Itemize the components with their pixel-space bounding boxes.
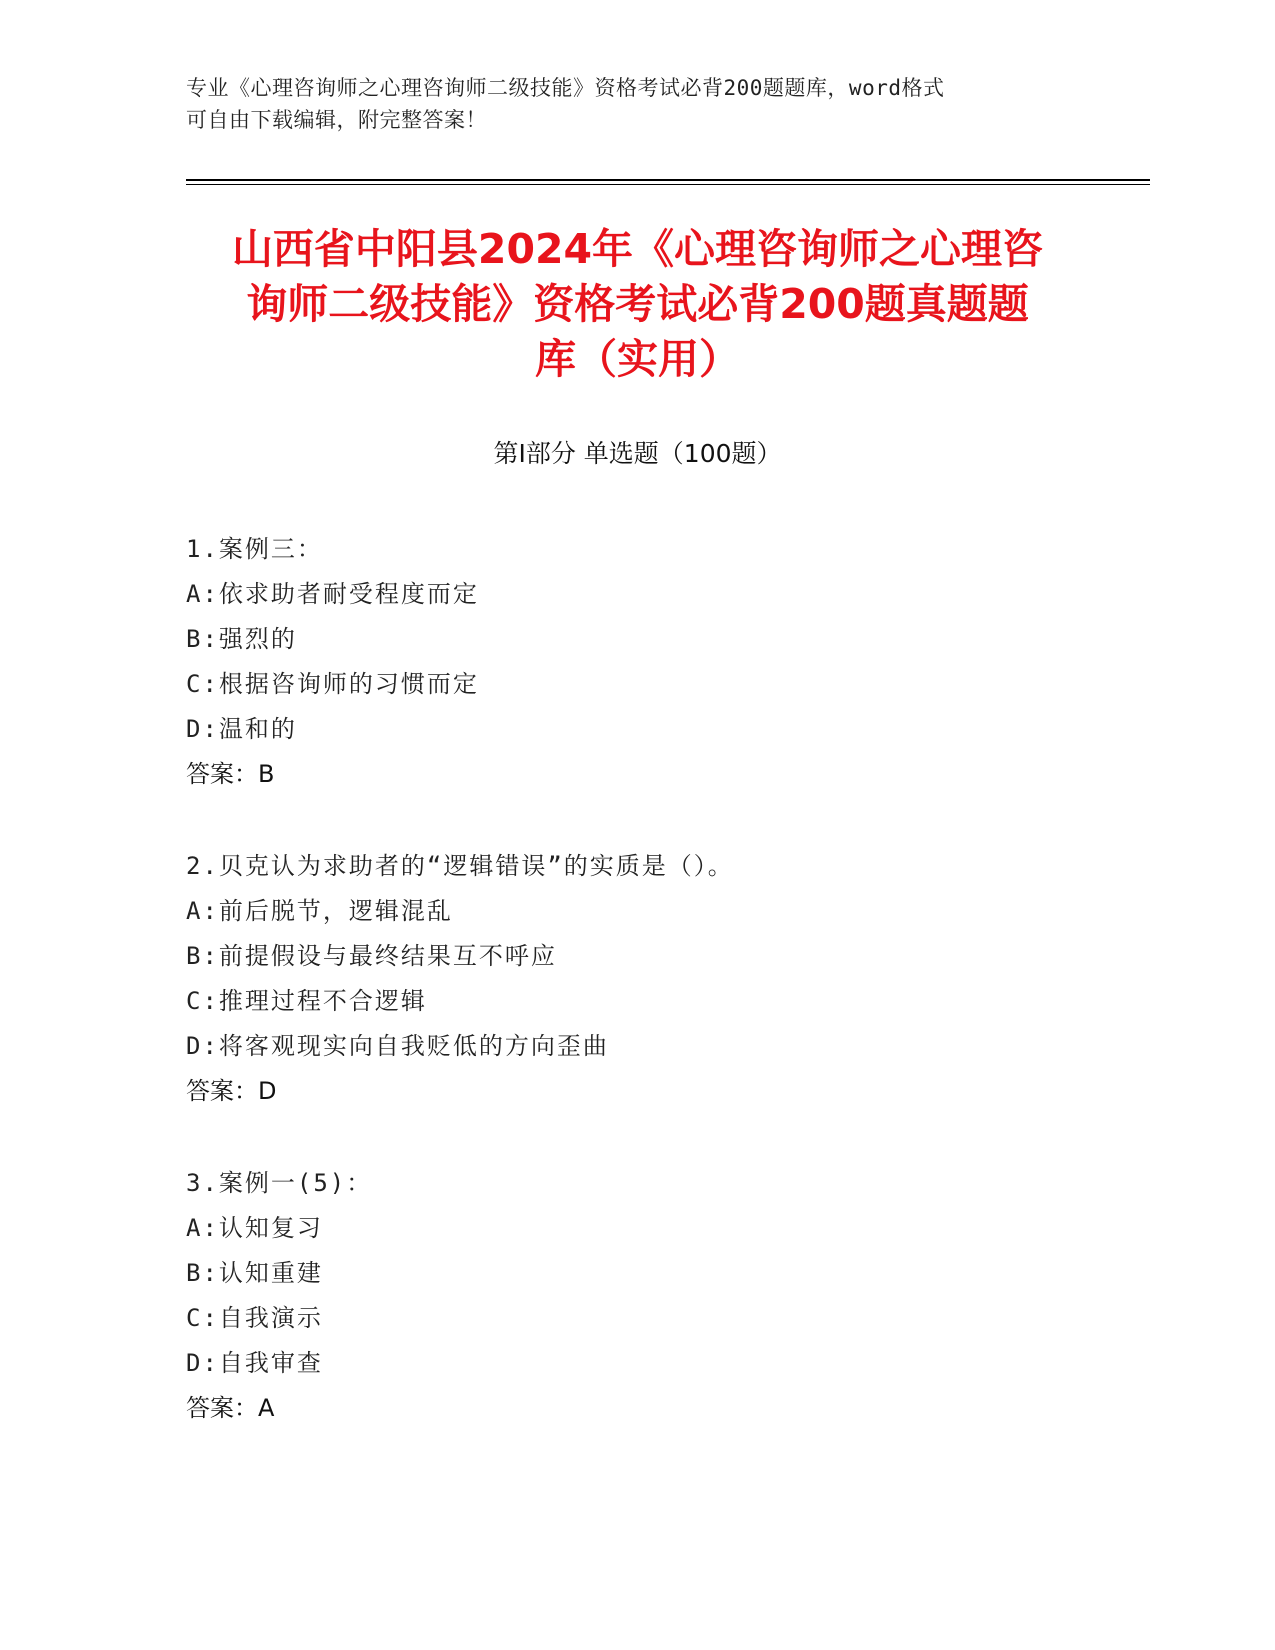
option-b: B:认知重建 xyxy=(186,1259,323,1287)
question-stem: 3.案例一(5)： xyxy=(186,1169,373,1197)
option-c: C:根据咨询师的习惯而定 xyxy=(186,670,479,698)
option-b: B:强烈的 xyxy=(186,625,297,653)
option-c: C:推理过程不合逻辑 xyxy=(186,987,427,1015)
option-c: C:自我演示 xyxy=(186,1304,323,1332)
option-d: D:将客观现实向自我贬低的方向歪曲 xyxy=(186,1032,609,1060)
question-item xyxy=(186,844,1146,1114)
document-title-line-2: 询师二级技能》资格考试必背200题真题题 xyxy=(246,280,1029,328)
option-a: A:认知复习 xyxy=(186,1214,323,1242)
answer-line: 答案：B xyxy=(186,760,275,788)
answer-line: 答案：D xyxy=(186,1077,277,1105)
question-item xyxy=(186,1161,1146,1431)
header-divider-thin xyxy=(186,184,1150,185)
header-note-line-2: 可自由下载编辑，附完整答案！ xyxy=(186,108,487,132)
document-title-line-1: 山西省中阳县2024年《心理咨询师之心理咨 xyxy=(231,225,1044,273)
header-note xyxy=(186,72,1086,136)
option-b: B:前提假设与最终结果互不呼应 xyxy=(186,942,557,970)
option-d: D:自我审查 xyxy=(186,1349,323,1377)
option-a: A:依求助者耐受程度而定 xyxy=(186,580,479,608)
document-title xyxy=(170,222,1105,387)
header-note-line-1: 专业《心理咨询师之心理咨询师二级技能》资格考试必背200题题库，word格式 xyxy=(186,76,945,100)
document-title-line-3: 库（实用） xyxy=(535,335,740,383)
question-list xyxy=(186,527,1146,1478)
option-d: D:温和的 xyxy=(186,715,297,743)
question-stem: 1.案例三： xyxy=(186,535,323,563)
header-divider-thick xyxy=(186,179,1150,181)
question-item xyxy=(186,527,1146,797)
option-a: A:前后脱节，逻辑混乱 xyxy=(186,897,453,925)
section-heading: 第Ⅰ部分 单选题（100题） xyxy=(493,439,782,468)
question-stem: 2.贝克认为求助者的“逻辑错误”的实质是（）。 xyxy=(186,852,734,880)
answer-line: 答案：A xyxy=(186,1394,275,1422)
